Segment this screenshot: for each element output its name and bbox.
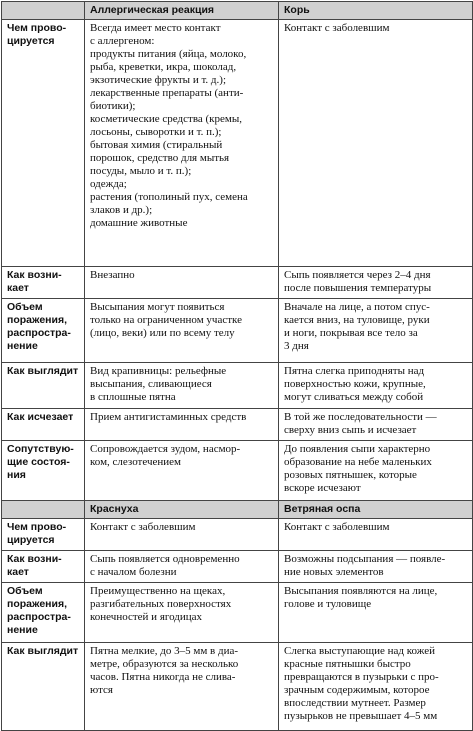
table-row (2, 519, 473, 551)
table-row (2, 299, 473, 363)
row-label-onset: Как возни- кает (2, 267, 85, 299)
cell-measles-trigger: Контакт с заболевшим (279, 20, 473, 267)
table-row (2, 551, 473, 583)
section1-header-row (2, 2, 473, 20)
cell-rubella-spread: Преимущественно на щеках, разгибательных поверхностях конечностей и ягодицах (85, 583, 279, 643)
cell-measles-disappearance: В той же последовательности — сверху вниз сыпь и исчезает (279, 409, 473, 441)
header-measles: Корь (279, 2, 473, 20)
header-rubella: Краснуха (85, 501, 279, 519)
cell-chickenpox-appearance: Слегка выступающие над кожей красные пятнышки быстро превращаются в пузырьки с про- зрачным содержимым, которое впоследствии мутнеет. Размер пузырьков не превышает 4–5 мм (279, 643, 473, 731)
section2-header-row (2, 501, 473, 519)
row-label-trigger: Чем прово- цируется (2, 20, 85, 267)
cell-chickenpox-onset: Возможны подсыпания — появле- ние новых элементов (279, 551, 473, 583)
cell-measles-onset: Сыпь появляется через 2–4 дня после повышения температуры (279, 267, 473, 299)
cell-chickenpox-trigger: Контакт с заболевшим (279, 519, 473, 551)
header-corner-cell (2, 2, 85, 20)
table-row (2, 643, 473, 731)
row-label-appearance-2: Как выглядит (2, 643, 85, 731)
table-row (2, 583, 473, 643)
cell-allergy-trigger: Всегда имеет место контакт с аллергеном: продукты питания (яйца, молоко, рыба, креветки, икра, шоколад, экзотические фрукты и т. д.); лекарственные препараты (анти- биотики); косметические средства (кремы, лосьоны, сыворотки и т. п.); бытовая химия (стиральный порошок, средство для мытья посуды, мыло и т. п.); одежда; растения (тополиный пух, семена злаков и др.); домашние животные (85, 20, 279, 267)
cell-measles-spread: Вначале на лице, а потом спус- кается вниз, на туловище, руки и ноги, покрывая все тело за 3 дня (279, 299, 473, 363)
row-label-spread-2: Объем поражения, распростра- нение (2, 583, 85, 643)
header-allergy: Аллергическая реакция (85, 2, 279, 20)
row-label-onset-2: Как возни- кает (2, 551, 85, 583)
row-label-appearance: Как выглядит (2, 363, 85, 409)
cell-allergy-onset: Внезапно (85, 267, 279, 299)
cell-allergy-spread: Высыпания могут появиться только на ограниченном участке (лицо, веки) или по всему телу (85, 299, 279, 363)
cell-rubella-appearance: Пятна мелкие, до 3–5 мм в диа- метре, образуются за несколько часов. Пятна никогда не слива- ются (85, 643, 279, 731)
row-label-disappearance: Как исчезает (2, 409, 85, 441)
cell-rubella-trigger: Контакт с заболевшим (85, 519, 279, 551)
table-row (2, 441, 473, 501)
row-label-trigger-2: Чем прово- цируется (2, 519, 85, 551)
table-row (2, 20, 473, 267)
row-label-accompanying: Сопутствую- щие состоя- ния (2, 441, 85, 501)
table-row (2, 409, 473, 441)
cell-rubella-onset: Сыпь появляется одновременно с началом болезни (85, 551, 279, 583)
comparison-table (1, 1, 473, 731)
cell-allergy-accompanying: Сопровождается зудом, насмор- ком, слезотечением (85, 441, 279, 501)
cell-measles-appearance: Пятна слегка приподняты над поверхностью кожи, крупные, могут сливаться между собой (279, 363, 473, 409)
cell-chickenpox-spread: Высыпания появляются на лице, голове и туловище (279, 583, 473, 643)
table-row (2, 363, 473, 409)
row-label-spread: Объем поражения, распростра- нение (2, 299, 85, 363)
cell-allergy-disappearance: Прием антигистаминных средств (85, 409, 279, 441)
table-row (2, 267, 473, 299)
cell-allergy-appearance: Вид крапивницы: рельефные высыпания, сливающиеся в сплошные пятна (85, 363, 279, 409)
cell-measles-accompanying: До появления сыпи характерно образование на небе маленьких розовых пятнышек, которые вскоре исчезают (279, 441, 473, 501)
header-chickenpox: Ветряная оспа (279, 501, 473, 519)
header-corner-cell-2 (2, 501, 85, 519)
